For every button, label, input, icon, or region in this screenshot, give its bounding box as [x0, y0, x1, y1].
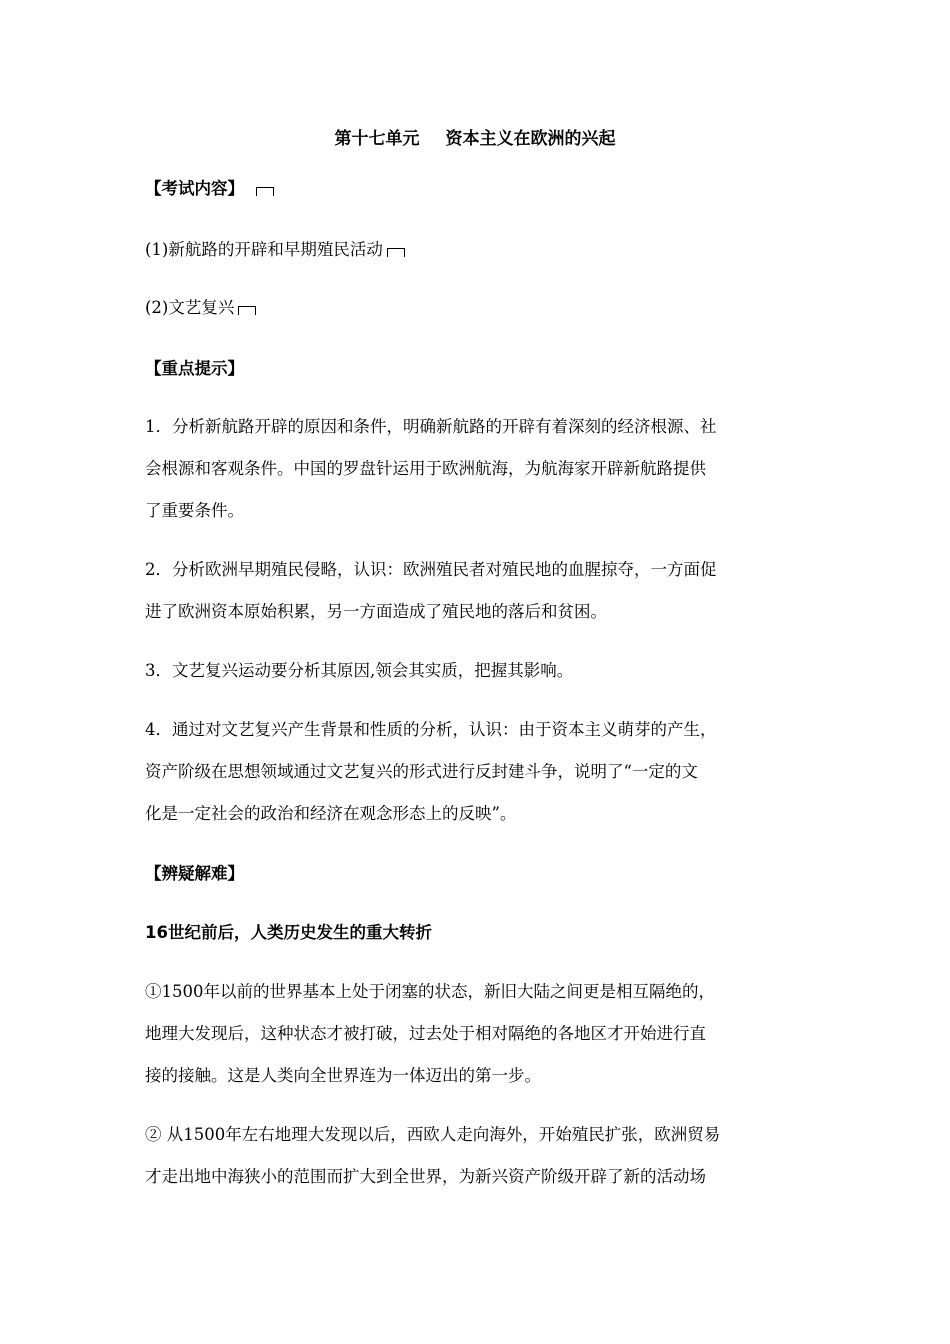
unit-name: 资本主义在欧洲的兴起	[445, 129, 616, 149]
key-point-2-line-1: 2．分析欧洲早期殖民侵略，认识：欧洲殖民者对殖民地的血腥掠夺，一方面促	[145, 560, 717, 579]
key-points-heading: 【重点提示】	[145, 359, 244, 378]
placeholder-mark	[238, 306, 256, 315]
key-point-1-line-1: 1．分析新航路开辟的原因和条件，明确新航路的开辟有着深刻的经济根源、社	[145, 417, 717, 436]
exam-item-1: (1)新航路的开辟和早期殖民活动	[145, 236, 815, 260]
exam-item-2: (2)文艺复兴	[145, 294, 815, 318]
key-point-1-line-3: 了重要条件。	[145, 501, 244, 520]
doubt-p1-line-2: 地理大发现后，这种状态才被打破，过去处于相对隔绝的各地区才开始进行直	[145, 1024, 706, 1043]
exam-content-heading: 【考试内容】	[145, 175, 815, 199]
doubt-p1-line-1: ①1500年以前的世界基本上处于闭塞的状态，新旧大陆之间更是相互隔绝的，	[145, 982, 715, 1001]
doubt-subheading: 16世纪前后，人类历史发生的重大转折	[145, 923, 432, 942]
placeholder-mark	[256, 187, 274, 196]
doubt-p2-line-2: 才走出地中海狭小的范围而扩大到全世界，为新兴资产阶级开辟了新的活动场	[145, 1167, 706, 1186]
key-point-4-line-2: 资产阶级在思想领域通过文艺复兴的形式进行反封建斗争，说明了“一定的文	[145, 762, 698, 781]
unit-number: 第十七单元	[334, 129, 420, 149]
page-title	[0, 124, 950, 149]
key-point-4-line-3: 化是一定社会的政治和经济在观念形态上的反映”。	[145, 804, 517, 823]
doubt-p1-line-3: 接的接触。这是人类向全世界连为一体迈出的第一步。	[145, 1066, 541, 1085]
key-point-1-line-2: 会根源和客观条件。中国的罗盘针运用于欧洲航海，为航海家开辟新航路提供	[145, 459, 706, 478]
key-point-2-line-2: 进了欧洲资本原始积累，另一方面造成了殖民地的落后和贫困。	[145, 602, 607, 621]
placeholder-mark	[387, 248, 405, 257]
doubt-p2-line-1: ② 从1500年左右地理大发现以后，西欧人走向海外，开始殖民扩张，欧洲贸易	[145, 1125, 721, 1144]
key-point-4-line-1: 4．通过对文艺复兴产生背景和性质的分析，认识：由于资本主义萌芽的产生，	[145, 720, 717, 739]
doubt-heading: 【辨疑解难】	[145, 864, 244, 883]
key-point-3: 3．文艺复兴运动要分析其原因,领会其实质，把握其影响。	[145, 661, 574, 680]
